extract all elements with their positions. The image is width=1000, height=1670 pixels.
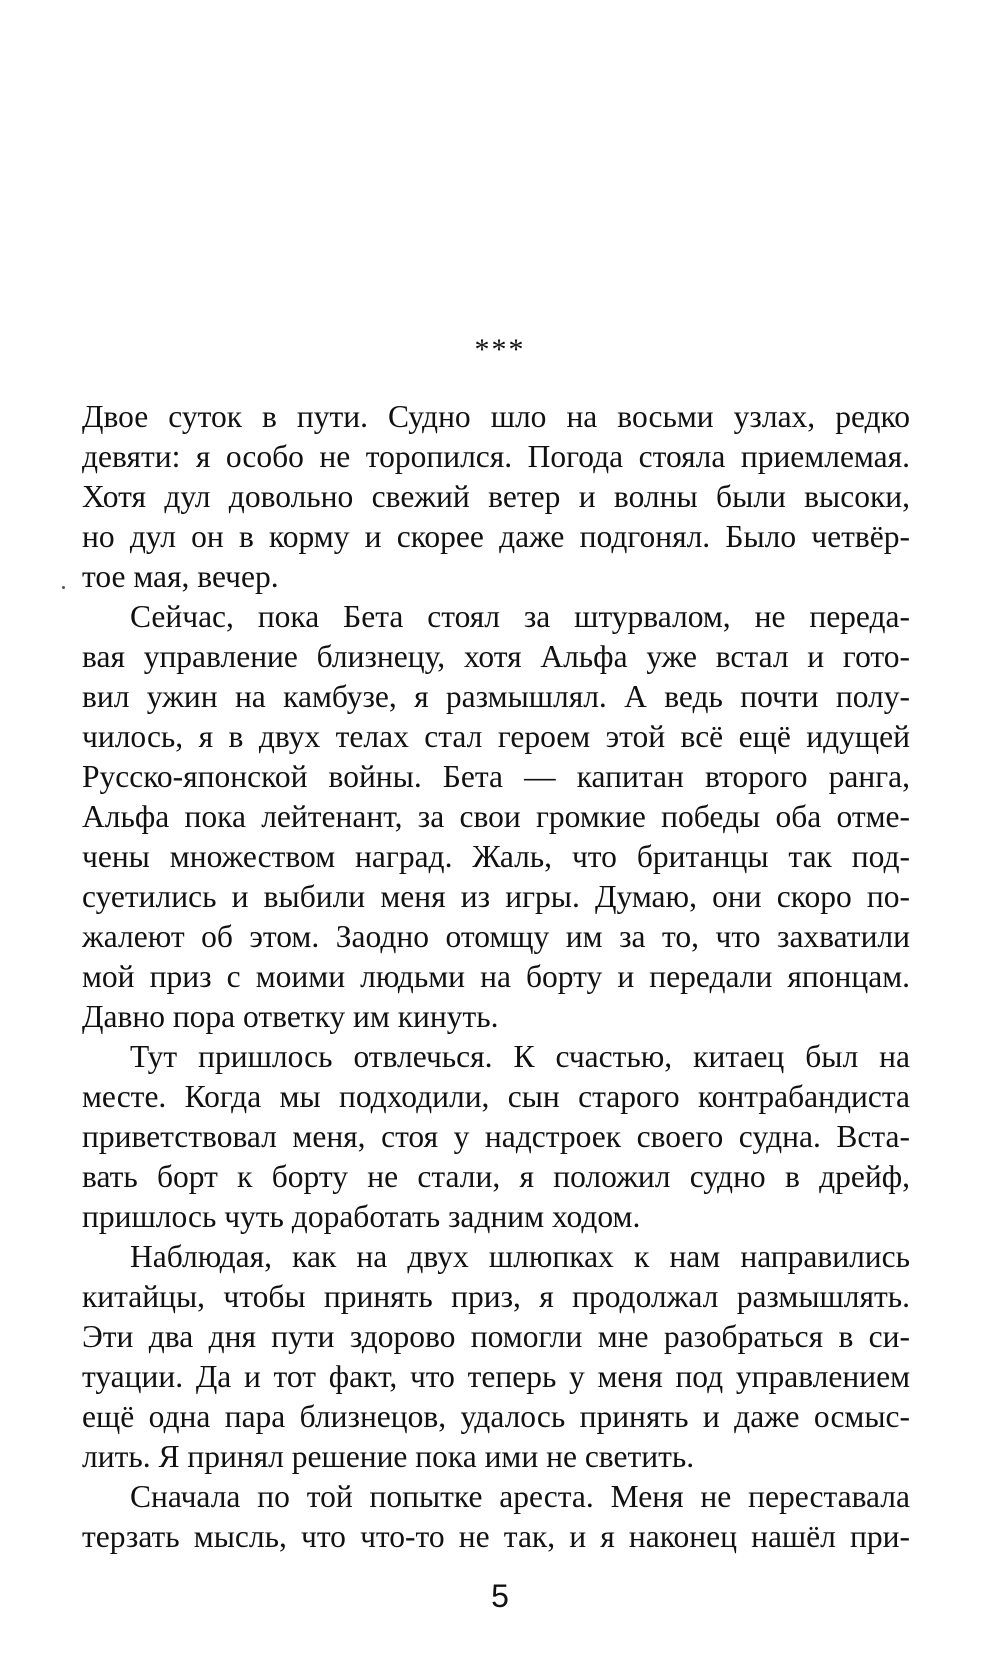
text-line: Давно пора ответку им кинуть. bbox=[82, 999, 499, 1034]
text-line: Альфа пока лейтенант, за свои громкие победы оба отме- bbox=[82, 799, 910, 834]
text-line: Сейчас, пока Бета стоял за штурвалом, не переда- bbox=[130, 599, 910, 634]
text-line: терзать мысль, что что-то не так, и я наконец нашёл при- bbox=[82, 1519, 910, 1554]
body-text bbox=[82, 397, 910, 1557]
text-line: Хотя дул довольно свежий ветер и волны были высоки, bbox=[82, 479, 910, 514]
text-line: Русско-японской войны. Бета — капитан второго ранга, bbox=[82, 759, 910, 794]
text-line: девяти: я особо не торопился. Погода стояла приемлемая. bbox=[82, 439, 910, 474]
text-line: жалеют об этом. Заодно отомщу им за то, что захватили bbox=[82, 919, 910, 954]
text-line: месте. Когда мы подходили, сын старого контрабандиста bbox=[82, 1079, 910, 1114]
section-divider: *** bbox=[474, 333, 526, 366]
text-line: приветствовал меня, стоя у надстроек своего судна. Вста- bbox=[82, 1119, 910, 1154]
text-line: чилось, я в двух телах стал героем этой всё ещё идущей bbox=[82, 719, 910, 754]
text-line: суетились и выбили меня из игры. Думаю, они скоро по- bbox=[82, 879, 910, 914]
page-number: 5 bbox=[491, 1578, 509, 1614]
text-line: Наблюдая, как на двух шлюпках к нам направились bbox=[130, 1239, 910, 1274]
text-line: лить. Я принял решение пока ими не светить. bbox=[82, 1439, 695, 1474]
text-line: вать борт к борту не стали, я положил судно в дрейф, bbox=[82, 1159, 910, 1194]
text-line: мой приз с моими людьми на борту и передали японцам. bbox=[82, 959, 910, 994]
text-line: вая управление близнецу, хотя Альфа уже встал и гото- bbox=[82, 639, 910, 674]
text-line: Тут пришлось отвлечься. К счастью, китаец был на bbox=[130, 1039, 910, 1074]
text-line: туации. Да и тот факт, что теперь у меня под управлением bbox=[82, 1359, 910, 1394]
text-line: Двое суток в пути. Судно шло на восьми узлах, редко bbox=[82, 399, 910, 434]
text-line: китайцы, чтобы принять приз, я продолжал размышлять. bbox=[82, 1279, 910, 1314]
text-line: Сначала по той попытке ареста. Меня не переставала bbox=[130, 1479, 910, 1514]
text-line: вил ужин на камбузе, я размышлял. А ведь почти полу- bbox=[82, 679, 910, 714]
text-line: пришлось чуть доработать задним ходом. bbox=[82, 1199, 641, 1234]
print-speck bbox=[62, 586, 65, 589]
text-line: ещё одна пара близнецов, удалось принять и даже осмыс- bbox=[82, 1399, 910, 1434]
text-line: чены множеством наград. Жаль, что британцы так под- bbox=[82, 839, 910, 874]
text-line: тое мая, вечер. bbox=[82, 559, 279, 594]
text-line: но дул он в корму и скорее даже подгонял. Было четвёр- bbox=[82, 519, 910, 554]
text-line: Эти два дня пути здорово помогли мне разобраться в си- bbox=[82, 1319, 910, 1354]
